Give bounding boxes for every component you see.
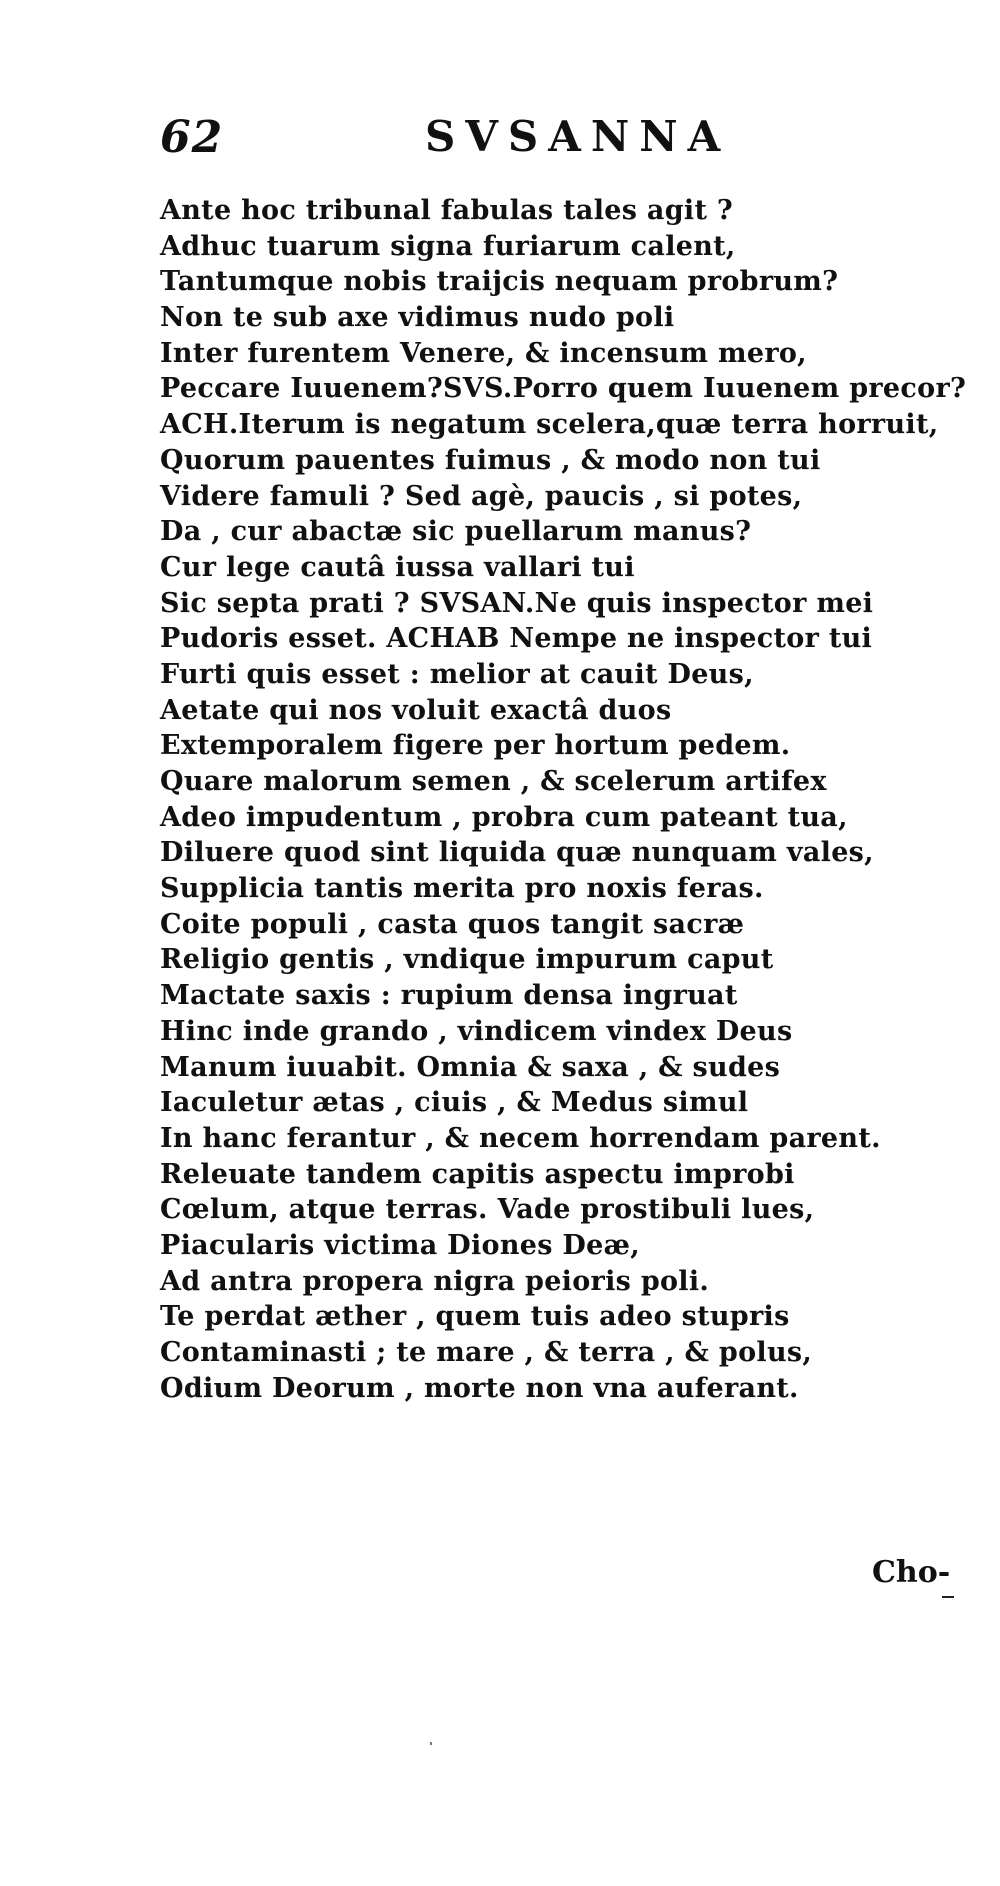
catchword: Cho- xyxy=(872,1555,951,1590)
page-number: 62 xyxy=(160,112,224,163)
verse-line: Hinc inde grando , vindicem vindex Deus xyxy=(160,1015,793,1047)
running-head xyxy=(160,112,731,172)
verse-line: ACH.Iterum is negatum scelera,quæ terra horruit, xyxy=(160,409,939,441)
verse-line: Peccare Iuuenem?SVS.Porro quem Iuuenem precor? xyxy=(160,373,967,405)
verse-line: Quorum pauentes fuimus , & modo non tui xyxy=(160,444,821,476)
catchword-mark xyxy=(942,1596,954,1598)
verse-line: Non te sub axe vidimus nudo poli xyxy=(160,302,675,334)
verse-line: Mactate saxis : rupium densa ingruat xyxy=(160,980,738,1012)
verse-line: Te perdat æther , quem tuis adeo stupris xyxy=(160,1301,790,1333)
verse-line: Pudoris esset. ACHAB Nempe ne inspector tui xyxy=(160,623,873,655)
verse-line: Inter furentem Venere, & incensum mero, xyxy=(160,337,807,369)
verse-line: Da , cur abactæ sic puellarum manus? xyxy=(160,516,752,548)
verse-line: Furti quis esset : melior at cauit Deus, xyxy=(160,658,754,690)
verse-line: Tantumque nobis traijcis nequam probrum? xyxy=(160,266,839,298)
verse-line: Aetate qui nos voluit exactâ duos xyxy=(160,694,672,726)
running-title: SVSANNA xyxy=(425,112,731,161)
paper-speck xyxy=(430,1742,432,1745)
verse-line: Supplicia tantis merita pro noxis feras. xyxy=(160,873,764,905)
verse-block xyxy=(160,193,967,1406)
verse-line: Coite populi , casta quos tangit sacræ xyxy=(160,908,745,940)
verse-line: Releuate tandem capitis aspectu improbi xyxy=(160,1158,795,1190)
verse-line: Sic septa prati ? SVSAN.Ne quis inspector mei xyxy=(160,587,874,619)
verse-line: Cur lege cautâ iussa vallari tui xyxy=(160,551,635,583)
verse-line: Quare malorum semen , & scelerum artifex xyxy=(160,766,827,797)
verse-line: Contaminasti ; te mare , & terra , & polus, xyxy=(160,1337,813,1368)
verse-line: Adeo impudentum , probra cum pateant tua, xyxy=(160,801,848,833)
verse-line: Diluere quod sint liquida quæ nunquam vales, xyxy=(160,837,874,869)
verse-line: Extemporalem figere per hortum pedem. xyxy=(160,730,791,762)
verse-line: In hanc ferantur , & necem horrendam parent. xyxy=(160,1122,881,1154)
verse-line: Videre famuli ? Sed agè, paucis , si potes, xyxy=(160,480,803,512)
verse-line: Adhuc tuarum signa furiarum calent, xyxy=(160,230,736,262)
verse-line: Ante hoc tribunal fabulas tales agit ? xyxy=(160,195,734,226)
verse-line: Manum iuuabit. Omnia & saxa , & sudes xyxy=(160,1051,781,1083)
verse-line: Cœlum, atque terras. Vade prostibuli lues, xyxy=(160,1194,815,1226)
verse-line: Iaculetur ætas , ciuis , & Medus simul xyxy=(160,1087,749,1119)
verse-line: Religio gentis , vndique impurum caput xyxy=(160,944,774,976)
verse-line: Piacularis victima Diones Deæ, xyxy=(160,1229,640,1261)
verse-line: Ad antra propera nigra peioris poli. xyxy=(160,1265,710,1297)
verse-line: Odium Deorum , morte non vna auferant. xyxy=(160,1372,799,1404)
